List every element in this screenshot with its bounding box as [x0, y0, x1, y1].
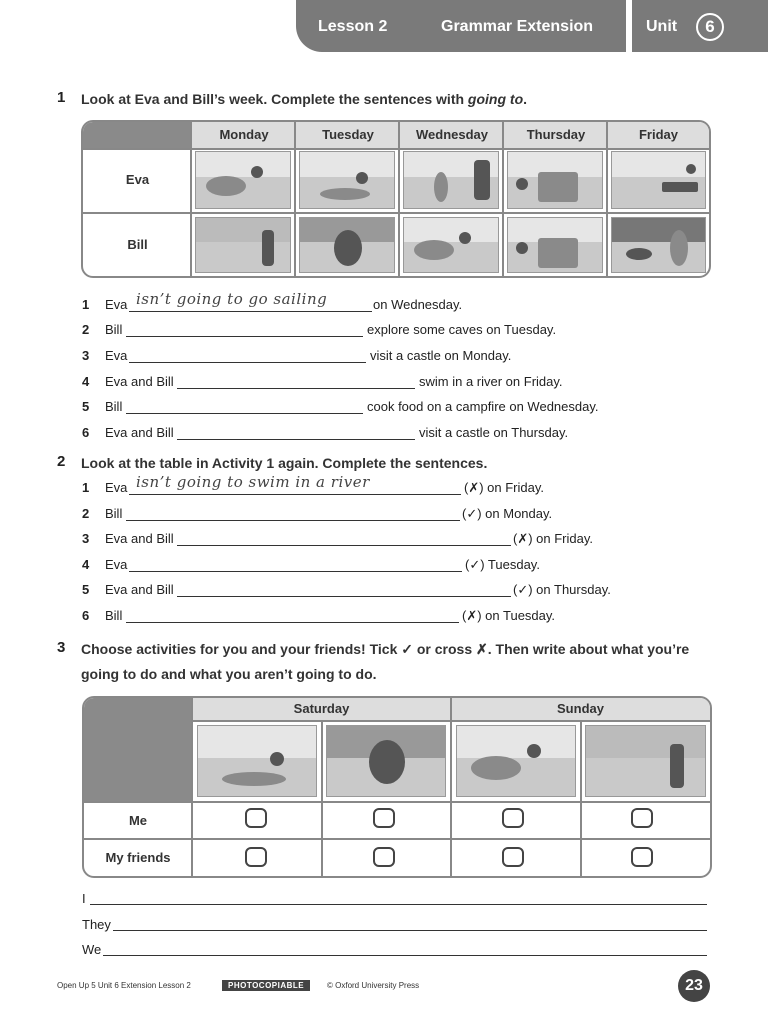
- row-label-me: Me: [128, 813, 148, 828]
- table-divider: [450, 698, 452, 876]
- picture-hiking: [403, 151, 499, 209]
- item-subject: Bill: [105, 399, 123, 414]
- item-subject: Bill: [105, 322, 123, 337]
- picture-sailing: [197, 725, 317, 797]
- item-subject: Bill: [105, 608, 123, 623]
- table-divider: [398, 122, 400, 276]
- item-subject: Eva and Bill: [105, 531, 174, 546]
- picture-sailing: [299, 151, 395, 209]
- activity-2-number: 2: [57, 453, 66, 470]
- page-number: 23: [678, 970, 710, 1002]
- picture-bench: [611, 151, 706, 209]
- item-rest: cook food on a campfire on Wednesday.: [367, 399, 599, 414]
- writing-prompt-they: They: [82, 917, 111, 932]
- day-header-friday: Friday: [608, 122, 709, 148]
- item-rest: visit a castle on Monday.: [370, 348, 512, 363]
- checkbox-friends-swimming[interactable]: [502, 847, 524, 867]
- picture-swimming: [456, 725, 576, 797]
- list-item: [82, 348, 702, 366]
- writing-prompt-we: We: [82, 942, 102, 957]
- table-divider: [84, 838, 710, 840]
- item-rest: (✗) on Tuesday.: [462, 608, 556, 623]
- example-answer: isn’t going to go sailing: [136, 290, 328, 308]
- section-label: Grammar Extension: [441, 18, 594, 35]
- list-item: [82, 322, 702, 340]
- header-separator: [626, 0, 632, 52]
- activity-3-instruction-line-1: Choose activities for you and your friends! Tick ✓ or cross ✗. Then write about what you’re: [81, 641, 690, 657]
- footer-text: Open Up 5 Unit 6 Extension Lesson 2: [57, 981, 191, 990]
- day-header-thursday: Thursday: [504, 122, 608, 148]
- writing-prompt-i: I: [82, 891, 86, 906]
- activity-1-instruction-text: Look at Eva and Bill’s week. Complete the sentences with: [81, 91, 465, 107]
- activity-1-instruction: [81, 91, 527, 107]
- item-number: 4: [82, 557, 90, 572]
- table-divider: [191, 698, 193, 876]
- item-number: 6: [82, 425, 90, 440]
- copyright-text: © Oxford University Press: [327, 981, 420, 990]
- picture-swimming: [403, 217, 499, 273]
- table-divider: [321, 720, 323, 876]
- activity-1-instruction-end: .: [523, 91, 528, 107]
- list-item: [82, 557, 702, 575]
- list-item: [82, 506, 702, 524]
- answer-line[interactable]: [177, 439, 415, 440]
- row-label-eva: Eva: [125, 172, 150, 187]
- picture-caving: [326, 725, 446, 797]
- checkbox-friends-walking[interactable]: [631, 847, 653, 867]
- answer-line[interactable]: [126, 622, 459, 623]
- item-rest: (✗) on Friday.: [464, 480, 544, 495]
- table-divider: [84, 801, 710, 803]
- list-item: [82, 425, 702, 443]
- table-divider: [83, 212, 709, 214]
- week-table: [81, 120, 711, 278]
- activity-3-number: 3: [57, 639, 66, 656]
- item-subject: Eva and Bill: [105, 582, 174, 597]
- activity-3-instruction-line-2: going to do and what you aren’t going to do.: [81, 666, 377, 682]
- day-header-saturday: Saturday: [192, 698, 451, 720]
- item-number: 1: [82, 480, 90, 495]
- writing-line[interactable]: [103, 955, 707, 956]
- item-number: 5: [82, 582, 90, 597]
- item-number: 3: [82, 531, 90, 546]
- choice-table: [82, 696, 712, 878]
- answer-line[interactable]: [129, 311, 372, 312]
- day-header-wednesday: Wednesday: [400, 122, 504, 148]
- day-header-sunday: Sunday: [451, 698, 710, 720]
- table-divider: [606, 122, 608, 276]
- item-subject: Eva and Bill: [105, 374, 174, 389]
- list-item: [82, 399, 702, 417]
- answer-line[interactable]: [177, 388, 415, 389]
- item-number: 2: [82, 322, 90, 337]
- writing-line[interactable]: [90, 904, 707, 905]
- unit-label: Unit: [646, 18, 678, 35]
- answer-line[interactable]: [126, 413, 363, 414]
- item-subject: Bill: [105, 506, 123, 521]
- list-item: [82, 582, 702, 600]
- table-corner: [84, 698, 192, 801]
- list-item: [82, 473, 702, 498]
- answer-line[interactable]: [177, 596, 511, 597]
- item-rest: (✓) on Monday.: [462, 506, 553, 521]
- activity-1-instruction-emphasis: going to: [467, 91, 524, 107]
- list-item: [82, 531, 702, 549]
- item-rest: (✗) on Friday.: [513, 531, 593, 546]
- answer-line[interactable]: [129, 571, 462, 572]
- checkbox-me-sailing[interactable]: [245, 808, 267, 828]
- checkbox-friends-caving[interactable]: [373, 847, 395, 867]
- item-number: 2: [82, 506, 90, 521]
- list-item: [82, 290, 702, 315]
- checkbox-me-swimming[interactable]: [502, 808, 524, 828]
- item-subject: Eva: [105, 480, 128, 495]
- item-rest: on Wednesday.: [373, 297, 463, 312]
- list-item: [82, 374, 702, 392]
- picture-walking: [195, 217, 291, 273]
- day-header-tuesday: Tuesday: [296, 122, 400, 148]
- answer-line[interactable]: [126, 336, 363, 337]
- picture-castle: [507, 151, 603, 209]
- table-divider: [502, 122, 504, 276]
- checkbox-friends-sailing[interactable]: [245, 847, 267, 867]
- table-divider: [294, 122, 296, 276]
- table-divider: [580, 720, 582, 876]
- example-answer: isn’t going to swim in a river: [136, 473, 370, 491]
- item-subject: Eva: [105, 348, 128, 363]
- list-item: [82, 608, 702, 626]
- table-corner: [83, 122, 192, 148]
- item-subject: Eva and Bill: [105, 425, 174, 440]
- activity-1-number: 1: [57, 89, 66, 106]
- writing-line[interactable]: [113, 930, 707, 931]
- item-subject: Eva: [105, 297, 128, 312]
- item-rest: (✓) on Thursday.: [513, 582, 611, 597]
- table-divider: [192, 720, 710, 722]
- item-rest: explore some caves on Tuesday.: [367, 322, 557, 337]
- table-divider: [83, 148, 709, 150]
- photocopiable-badge: PHOTOCOPIABLE: [222, 980, 310, 991]
- item-subject: Eva: [105, 557, 128, 572]
- item-rest: (✓) Tuesday.: [465, 557, 540, 572]
- item-number: 3: [82, 348, 90, 363]
- answer-line[interactable]: [126, 520, 460, 521]
- unit-number: 6: [696, 13, 724, 41]
- item-number: 5: [82, 399, 90, 414]
- checkbox-me-caving[interactable]: [373, 808, 395, 828]
- checkbox-me-walking[interactable]: [631, 808, 653, 828]
- answer-line[interactable]: [177, 545, 511, 546]
- item-number: 1: [82, 297, 90, 312]
- answer-line[interactable]: [129, 362, 366, 363]
- item-rest: visit a castle on Thursday.: [419, 425, 569, 440]
- row-label-bill: Bill: [127, 237, 148, 252]
- picture-walking: [585, 725, 706, 797]
- picture-castle: [507, 217, 603, 273]
- lesson-label: Lesson 2: [318, 18, 388, 35]
- picture-swimming: [195, 151, 291, 209]
- activity-2-instruction: Look at the table in Activity 1 again. Complete the sentences.: [81, 455, 488, 471]
- item-rest: swim in a river on Friday.: [419, 374, 563, 389]
- answer-line[interactable]: [129, 494, 461, 495]
- table-divider: [190, 122, 192, 276]
- day-header-monday: Monday: [192, 122, 296, 148]
- item-number: 4: [82, 374, 90, 389]
- row-label-my-friends: My friends: [105, 850, 171, 865]
- picture-campfire: [611, 217, 706, 273]
- picture-caving: [299, 217, 395, 273]
- item-number: 6: [82, 608, 90, 623]
